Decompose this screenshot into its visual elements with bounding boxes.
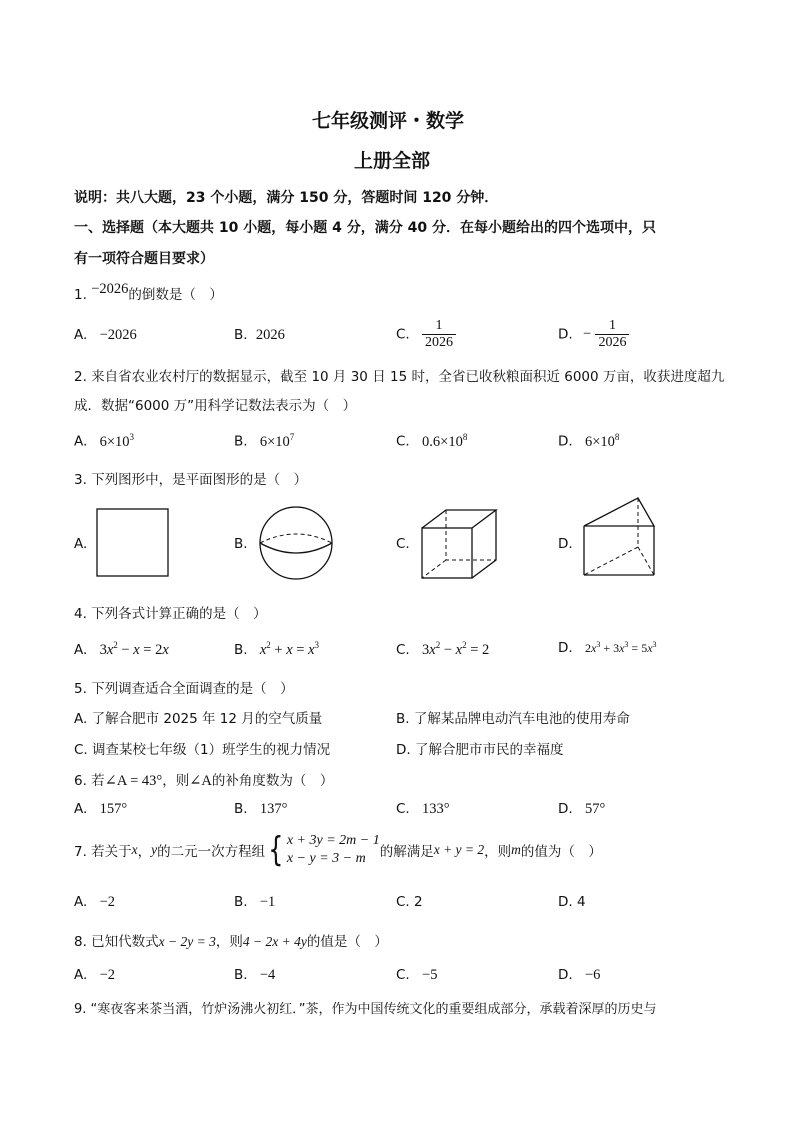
- question-4: 4. 下列各式计算正确的是（ ）: [74, 606, 267, 622]
- section-heading-line1: 一、选择题（本大题共 10 小题，每小题 4 分，满分 40 分．在每小题给出的四个选项中，只: [74, 220, 656, 236]
- option-value: −1: [259, 894, 276, 910]
- separator: ，: [137, 844, 152, 860]
- fraction-denominator: 2026: [422, 334, 456, 351]
- q8-option-c[interactable]: [396, 967, 437, 984]
- question-text: 的补角度数为（ ）: [211, 773, 334, 789]
- question-3: 3. 下列图形中，是平面图形的是（ ）: [74, 472, 308, 488]
- option-label: B.: [234, 327, 248, 343]
- q4-option-c[interactable]: [396, 640, 489, 659]
- option-exponent: 3: [129, 432, 135, 442]
- variable-x: x: [131, 842, 138, 857]
- question-text: 的值是（ ）: [306, 934, 388, 950]
- option-label: B.: [234, 641, 248, 658]
- option-value: −4: [259, 967, 276, 983]
- option-value: 137°: [259, 801, 288, 817]
- question-7: [74, 832, 602, 868]
- option-value: −5: [422, 967, 438, 983]
- minus-sign: −: [582, 326, 592, 342]
- option-label: C.: [396, 967, 410, 983]
- math-expression: ∠A: [189, 773, 212, 789]
- question-text: ，则: [215, 934, 243, 950]
- question-2-line2: 成．数据“6000 万”用科学记数法表示为（ ）: [74, 398, 357, 414]
- option-label: A.: [74, 433, 88, 450]
- fraction-numerator: 1: [608, 318, 616, 333]
- q7-option-d[interactable]: D. 4: [558, 894, 586, 910]
- equation-2: x − y = 3 − m: [286, 851, 366, 866]
- option-value: 57°: [584, 801, 606, 817]
- q7-option-c[interactable]: C. 2: [396, 894, 423, 910]
- math-expression: −2026: [91, 281, 129, 297]
- option-label: A.: [74, 641, 88, 658]
- option-label: B.: [234, 967, 248, 983]
- question-text: 的二元一次方程组: [157, 844, 266, 860]
- question-8: [74, 930, 388, 950]
- q1-option-a[interactable]: [74, 327, 137, 344]
- q2-option-c[interactable]: [396, 432, 467, 451]
- question-text: 的倒数是（ ）: [128, 287, 223, 303]
- q6-option-a[interactable]: [74, 801, 127, 818]
- option-expression: $3x^2 - x^2 = 2$: [422, 640, 490, 658]
- fraction: [422, 318, 456, 351]
- math-expression: x − 2y = 3: [158, 934, 216, 949]
- option-exponent: 7: [289, 432, 295, 442]
- equation-1: x + 3y = 2m − 1: [286, 833, 380, 848]
- option-base: 6×10: [259, 433, 290, 450]
- option-label: D.: [558, 326, 573, 343]
- q6-option-b[interactable]: [234, 801, 287, 818]
- option-label: A.: [74, 894, 88, 910]
- question-text: ，则: [484, 844, 512, 860]
- sphere-figure: [258, 505, 334, 581]
- option-value: 2026: [255, 327, 285, 343]
- option-label: C.: [396, 326, 410, 343]
- cube-figure: [420, 508, 500, 580]
- question-2-line1: 2. 来自省农业农村厅的数据显示，截至 10 月 30 日 15 时，全省已收秋粮面积近 6000 万亩，收获进度超九: [74, 369, 725, 385]
- q3-option-b-label[interactable]: B.: [234, 536, 248, 552]
- q8-option-b[interactable]: [234, 967, 275, 984]
- option-base: 6×10: [584, 433, 615, 450]
- option-label: B.: [234, 801, 248, 817]
- option-expression: $2x^3 + 3x^3 = 5x^3$: [584, 640, 657, 655]
- option-label: D.: [558, 967, 573, 983]
- q6-option-c[interactable]: [396, 801, 450, 818]
- question-6: [74, 769, 333, 790]
- question-text: 8. 已知代数式: [74, 934, 159, 950]
- option-label: B.: [234, 894, 248, 910]
- q4-option-b[interactable]: [234, 640, 319, 659]
- fraction: [595, 318, 629, 351]
- q3-option-d-label[interactable]: D.: [558, 536, 573, 552]
- option-base: 6×10: [99, 433, 130, 450]
- option-exponent: 8: [614, 432, 620, 442]
- q5-option-d[interactable]: D. 了解合肥市市民的幸福度: [396, 742, 564, 758]
- option-label: D.: [558, 433, 573, 450]
- option-label: C.: [396, 801, 410, 817]
- q3-option-a-label[interactable]: A.: [74, 536, 88, 552]
- option-expression: $x^2 + x = x^3$: [259, 640, 320, 658]
- option-label: A.: [74, 327, 88, 343]
- equation-system: [287, 832, 380, 868]
- option-value: −2: [99, 894, 116, 910]
- variable-m: m: [511, 842, 521, 857]
- q2-option-a[interactable]: [74, 432, 134, 451]
- q2-option-b[interactable]: [234, 432, 294, 451]
- option-value: −6: [584, 967, 601, 983]
- option-label: C.: [396, 641, 410, 658]
- option-label: C.: [396, 433, 410, 450]
- q7-option-a[interactable]: [74, 894, 115, 911]
- option-label: A.: [74, 801, 88, 817]
- page-title: 七年级测评・数学: [312, 110, 465, 132]
- option-value: 133°: [422, 801, 450, 817]
- question-text: ，则: [162, 773, 190, 789]
- exam-note: 说明：共八大题，23 个小题，满分 150 分，答题时间 120 分钟．: [74, 190, 499, 206]
- math-expression: 4 − 2x + 4y: [242, 934, 307, 949]
- condition-expression: x + y = 2: [433, 842, 485, 857]
- left-brace: {: [268, 830, 284, 870]
- question-1: [74, 283, 223, 304]
- option-value: −2: [99, 967, 116, 983]
- option-label: A.: [74, 967, 88, 983]
- q5-option-b[interactable]: B. 了解某品牌电动汽车电池的使用寿命: [396, 711, 630, 727]
- prism-figure: [582, 496, 658, 578]
- option-label: B.: [234, 433, 248, 450]
- variable-y: y: [151, 842, 158, 857]
- option-expression: $3x^2 - x = 2x$: [99, 640, 169, 658]
- q2-option-d[interactable]: [558, 432, 619, 451]
- math-expression: ∠A = 43°: [104, 773, 163, 789]
- q4-option-a[interactable]: [74, 640, 169, 659]
- question-number: 1.: [74, 287, 87, 303]
- square-figure: [96, 508, 170, 578]
- question-5: 5. 下列调查适合全面调查的是（ ）: [74, 681, 294, 697]
- q1-option-b[interactable]: [234, 327, 285, 344]
- option-label: D.: [558, 801, 573, 817]
- question-9-line1: 9. “寒夜客来茶当酒，竹炉汤沸火初红．”茶，作为中国传统文化的重要组成部分，承载着深厚的历史与: [74, 1002, 657, 1017]
- q5-option-a[interactable]: A. 了解合肥市 2025 年 12 月的空气质量: [74, 711, 323, 727]
- q7-option-b[interactable]: [234, 894, 275, 911]
- q8-option-a[interactable]: [74, 967, 115, 984]
- q8-option-d[interactable]: [558, 967, 600, 984]
- page-subtitle: 上册全部: [354, 150, 431, 172]
- question-text: 的值为（ ）: [520, 844, 602, 860]
- option-base: 0.6×10: [422, 433, 463, 450]
- fraction-denominator: 2026: [595, 334, 629, 351]
- option-label: D.: [558, 640, 573, 656]
- q6-option-d[interactable]: [558, 801, 605, 818]
- q1-option-d[interactable]: [558, 318, 629, 351]
- fraction-numerator: 1: [435, 318, 443, 333]
- q4-option-d[interactable]: [558, 640, 657, 656]
- q1-option-c[interactable]: [396, 318, 456, 351]
- option-value: 157°: [99, 801, 128, 817]
- question-text: 6. 若: [74, 773, 105, 789]
- q3-option-c-label[interactable]: C.: [396, 536, 410, 552]
- question-text: 7. 若关于: [74, 844, 132, 860]
- option-exponent: 8: [462, 432, 468, 442]
- question-text: 的解满足: [379, 844, 434, 860]
- section-heading-line2: 有一项符合题目要求）: [74, 251, 214, 267]
- q5-option-c[interactable]: C. 调查某校七年级（1）班学生的视力情况: [74, 742, 331, 758]
- option-value: −2026: [99, 327, 137, 343]
